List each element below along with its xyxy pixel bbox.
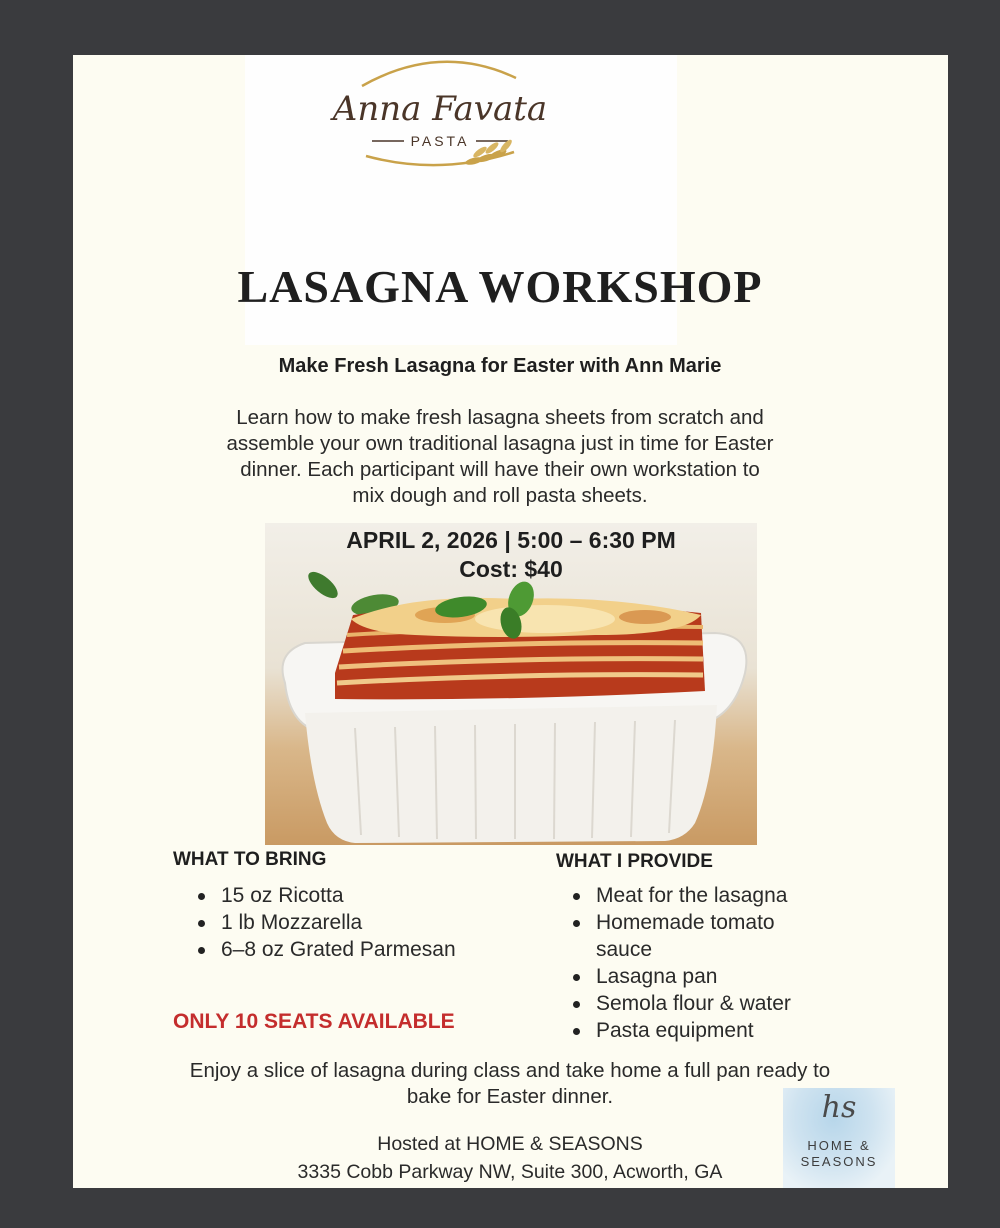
closing-line: bake for Easter dinner. [406,1085,614,1108]
list-item: 6–8 oz Grated Parmesan [195,936,515,963]
event-cost: Cost: $40 [459,556,563,582]
page-title: LASAGNA WORKSHOP [237,261,763,312]
host-info [210,1130,810,1186]
list-item: Homemade tomato sauce [570,909,828,963]
hs-monogram: hs [821,1090,857,1125]
list-item: Semola flour & water [570,990,870,1017]
brand-name: Anna Favata [332,89,548,129]
host-address: 3335 Cobb Parkway NW, Suite 300, Acworth, GA [297,1161,723,1183]
closing-line: Enjoy a slice of lasagna during class and take home a full pan ready to [189,1059,831,1082]
description [175,405,825,509]
anna-favata-logo [300,48,580,176]
hs-name [783,1138,895,1170]
list-item: Meat for the lasagna [570,882,870,909]
list-item: Lasagna pan [570,963,870,990]
host-name: Hosted at HOME & SEASONS [377,1133,643,1155]
description-line: assemble your own traditional lasagna just in time for Easter [226,432,774,455]
what-to-bring-heading: WHAT TO BRING [173,849,327,870]
hs-name-line: HOME & [807,1138,871,1153]
what-i-provide-list [570,882,870,1044]
description-line: mix dough and roll pasta sheets. [352,484,648,507]
list-item: Pasta equipment [570,1017,870,1044]
event-datetime: APRIL 2, 2026 | 5:00 – 6:30 PM [346,527,676,553]
lasagna-photo [265,523,757,845]
what-i-provide-heading: WHAT I PROVIDE [556,851,713,872]
description-line: dinner. Each participant will have their own workstation to [240,458,760,481]
list-item: 1 lb Mozzarella [195,909,515,936]
subtitle: Make Fresh Lasagna for Easter with Ann Marie [278,355,722,377]
brand-sub: PASTA [410,133,470,149]
hs-name-line: SEASONS [800,1154,878,1169]
seats-available-notice: ONLY 10 SEATS AVAILABLE [173,1010,455,1033]
list-item: 15 oz Ricotta [195,882,515,909]
what-to-bring-list [195,882,515,963]
home-seasons-logo [783,1088,895,1188]
description-line: Learn how to make fresh lasagna sheets from scratch and [236,406,764,429]
